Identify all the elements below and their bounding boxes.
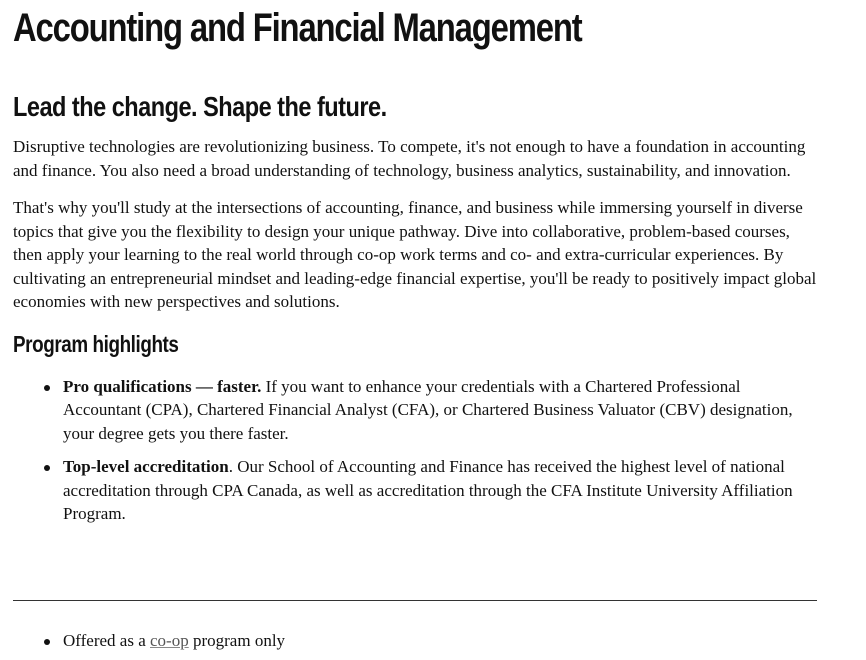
bullet-icon xyxy=(44,465,50,471)
program-facts xyxy=(13,629,818,653)
page-title: Accounting and Financial Management xyxy=(13,6,582,50)
list-item xyxy=(13,629,818,653)
bullet-icon xyxy=(44,639,50,645)
offered-prefix: Offered as a xyxy=(63,631,151,650)
highlight-title: Top-level accreditation xyxy=(63,457,229,476)
tagline-heading: Lead the change. Shape the future. xyxy=(13,91,387,122)
highlight-text: If you want to enhance your credentials with a Chartered Professional Accountant (CPA), Chartered Financial Analyst (CFA), or Chartered Business Valuator (CBV) designation, your degree gets you there faster. xyxy=(63,376,793,443)
bullet-icon xyxy=(44,385,50,391)
offered-suffix: program only xyxy=(188,631,286,650)
intro-paragraph-2: That's why you'll study at the intersections of accounting, finance, and business while immersing yourself in diverse topics that give you the flexibility to design your unique pathway. Dive into collaborative, problem-based courses, then apply your learning to the real world through co-op work terms and co- and extra-curricular experiences. By cultivating an entrepreneurial mindset and leading-edge financial expertise, you'll be ready to positively impact global economies with new perspectives and solutions. xyxy=(13,198,817,311)
section-divider xyxy=(13,600,817,601)
coop-link[interactable]: co-op xyxy=(150,631,189,650)
highlight-item xyxy=(13,455,818,526)
highlight-title: Pro qualifications — faster. xyxy=(63,376,262,396)
highlights-list xyxy=(13,375,818,526)
intro-paragraph-1: Disruptive technologies are revolutionizing business. To compete, it's not enough to have a foundation in accounting and finance. You also need a broad understanding of technology, business analytics, sustainability, and innovation. xyxy=(13,137,806,180)
main-content xyxy=(13,0,818,536)
highlight-item xyxy=(13,375,818,446)
highlights-heading: Program highlights xyxy=(13,330,179,357)
highlight-text: . Our School of Accounting and Finance has received the highest level of national accreditation through CPA Canada, as well as accreditation through the CFA Institute University Affiliation Program. xyxy=(63,457,793,523)
